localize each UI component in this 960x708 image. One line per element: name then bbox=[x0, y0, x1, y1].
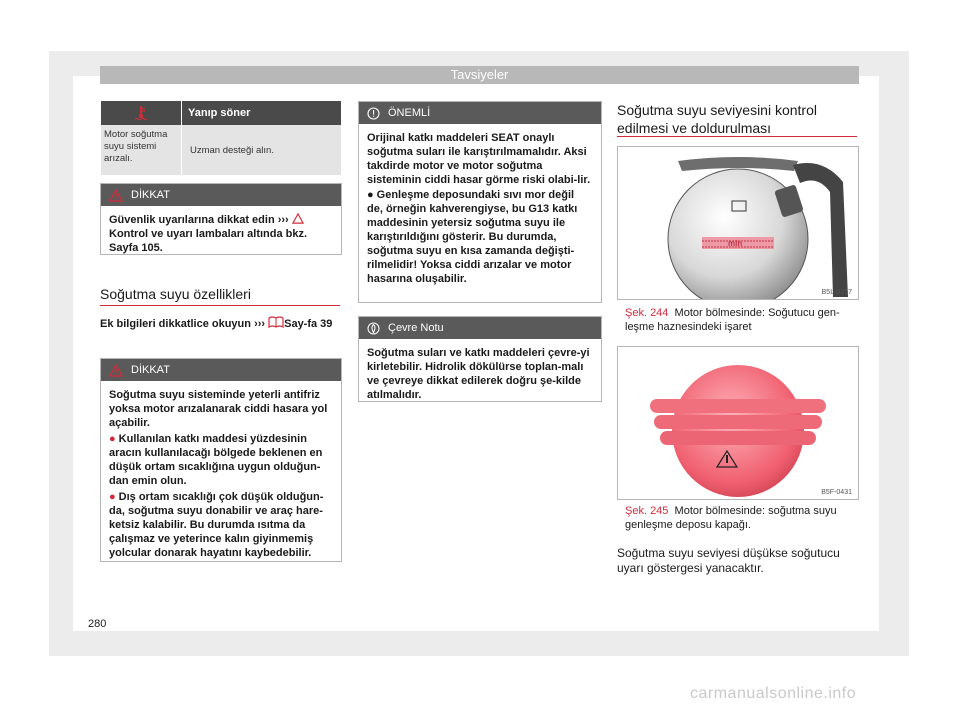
figure-code: B5F-0431 bbox=[821, 489, 852, 496]
warning-triangle-icon bbox=[292, 213, 304, 224]
warning-box-1 bbox=[100, 183, 342, 255]
environment-note-paragraph: Soğutma suları ve katkı maddeleri çevre-yi kirletebilir. Hidrolik dökülürse toplan-malı ve çevreye dikkat edilerek doğru şe-kilde atılmalıdır. bbox=[367, 347, 590, 401]
important-bullet-1: Genleşme deposundaki sıvı mor değil de, örneğin kahverengiyse, bu G13 katkı maddesinin yetersiz soğutma suyu ile karıştırıldığını gösterir. Bu durumda, soğutma suyu en kısa zamanda değişti-rilmelidir! Yoksa ciddi arızalar ve motor hasarına oluşabilir. bbox=[367, 189, 578, 285]
section-rule bbox=[100, 305, 340, 306]
warning-box-header bbox=[101, 359, 341, 381]
warning-text-line2: Kontrol ve uyarı lambaları altında bkz. Sayfa 105. bbox=[109, 228, 308, 254]
bullet-icon: ● bbox=[367, 189, 374, 201]
closing-text: Soğutma suyu seviyesi düşükse soğutucu uyarı göstergesi yanacaktır. bbox=[617, 546, 840, 575]
important-paragraph: Orijinal katkı maddeleri SEAT onaylı soğutma suları ile karıştırılmamalıdır. Aksi takdirde motor ve motor soğutma sisteminin ciddi hasar görme riski olabi-lir. bbox=[367, 132, 591, 186]
figure-label: Şek. 244 bbox=[625, 307, 669, 319]
warning-triangle-icon bbox=[109, 189, 123, 202]
page-reference[interactable]: Say-fa 39 bbox=[284, 318, 333, 330]
reference-arrow-icon: ››› bbox=[254, 318, 269, 330]
warning-triangle-icon bbox=[109, 364, 123, 377]
important-box-header bbox=[359, 102, 601, 124]
watermark: carmanualsonline.info bbox=[690, 685, 857, 702]
warning-text-line1: Güvenlik uyarılarına dikkat edin bbox=[109, 214, 278, 226]
coolant-warning-icon bbox=[101, 101, 182, 125]
figure-code: B5L-0257 bbox=[821, 289, 852, 296]
figure-caption-2 bbox=[625, 504, 855, 532]
warning-box-2 bbox=[100, 358, 342, 562]
page-number: 280 bbox=[88, 618, 107, 630]
page-header: Tavsiyeler bbox=[100, 66, 859, 84]
intro-text bbox=[100, 316, 342, 331]
warning-title: DİKKAT bbox=[131, 189, 170, 201]
warning-bullet-2: Dış ortam sıcaklığı çok düşük olduğun-da, soğutma suyu donabilir ve araç hare-ketsiz kalabilir. Bu durumda ısıtma da çalışmaz ve yeterince kalın giyinmemiş yolcular donarak hayatını kaybedebilir. bbox=[109, 491, 324, 559]
warning-paragraph: Soğutma suyu sisteminde yeterli antifriz yoksa motor arızalanarak ciddi hasara yol açabilir. bbox=[109, 389, 328, 429]
bullet-icon: ● bbox=[109, 433, 116, 445]
environment-leaf-icon bbox=[367, 322, 380, 335]
reference-arrow-icon: ››› bbox=[277, 214, 292, 226]
important-box-body bbox=[359, 124, 601, 294]
expansion-tank-illustration bbox=[618, 147, 858, 299]
section-title-coolant-properties: Soğutma suyu özellikleri bbox=[100, 286, 251, 302]
section-rule bbox=[617, 136, 857, 137]
intro-text-main: Ek bilgileri dikkatlice okuyun bbox=[100, 318, 255, 330]
environment-note-box bbox=[358, 316, 602, 402]
bullet-icon: ● bbox=[109, 491, 116, 503]
figure-caption-1 bbox=[625, 306, 855, 334]
figure-caption-text: Motor bölmesinde: Soğutucu gen-leşme haznesindeki işaret bbox=[625, 307, 840, 333]
warning-bullet-1: Kullanılan katkı maddesi yüzdesinin aracın kullanılacağı bölgede beklenen en düşük ortam sıcaklığına uygun olduğun-dan emin olun. bbox=[109, 433, 323, 487]
table-cell-action: Uzman desteği alın. bbox=[190, 144, 274, 156]
figure-caption-text: Motor bölmesinde: soğutma suyu genleşme deposu kapağı. bbox=[625, 505, 837, 531]
figure-tank-cap bbox=[617, 346, 859, 500]
table-cell-condition: Motor soğutma suyu sistemi arızalı. bbox=[101, 125, 182, 175]
min-mark-label: min bbox=[728, 239, 743, 248]
environment-note-header bbox=[359, 317, 601, 339]
table-header-blinking: Yanıp söner bbox=[188, 107, 251, 119]
warning-box-body bbox=[101, 206, 341, 263]
book-reference-icon bbox=[268, 316, 284, 328]
table-header-row bbox=[101, 101, 341, 125]
important-title: ÖNEMLİ bbox=[388, 107, 431, 119]
figure-label: Şek. 245 bbox=[625, 505, 669, 517]
tank-cap-illustration bbox=[618, 347, 858, 499]
warning-lamp-table bbox=[101, 101, 341, 175]
warning-box-header bbox=[101, 184, 341, 206]
info-circle-icon bbox=[367, 107, 380, 120]
environment-note-title: Çevre Notu bbox=[388, 322, 444, 334]
important-box bbox=[358, 101, 602, 303]
figure-expansion-tank bbox=[617, 146, 859, 300]
section-title-coolant-check: Soğutma suyu seviyesini kontrol edilmesi ve doldurulması bbox=[617, 102, 817, 136]
warning-box-body bbox=[101, 381, 341, 568]
environment-note-body bbox=[359, 339, 601, 410]
warning-title: DİKKAT bbox=[131, 364, 170, 376]
table-row bbox=[101, 125, 341, 175]
